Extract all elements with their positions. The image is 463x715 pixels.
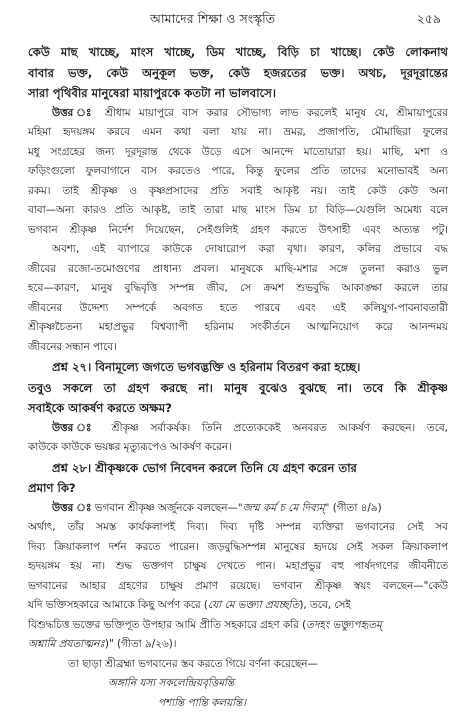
text-line: ফড়িংগুলো ফুলবাগানে বাস করতেও পারে, কিন্তু ফুলের প্রতি তাদের মনোভাবই অন্য	[28, 165, 448, 177]
verse-quote: "জন্ম কর্ম চ মে দিব্যম্"	[237, 501, 330, 514]
text-line	[28, 616, 448, 636]
text-line: জীবের রজো-তমোগুণের প্রাধান্য প্রবল। মানুষকে মাছি-মশার সঙ্গে তুলনা করাও ভুল	[28, 262, 448, 275]
text-line: তবুও সকলে তা গ্রহণ করছে না। মানুষ বুঝেও বুঝছে না। তবে কি শ্রীকৃষ্ণ	[28, 380, 448, 395]
text-line: তা ছাড়া শ্রীব্রহ্মা ভগবানের স্তব করতে গিয়ে বর্ণনা করেছেন—	[68, 657, 318, 670]
question-label: প্রশ্ন ২৮।	[52, 460, 92, 475]
text-line: রকম। তাই শ্রীকৃষ্ণ ও কৃষ্ণপ্রসাদের প্রতি সবাই আকৃষ্ট নয়। তাই কেউ কেউ অনা	[28, 184, 448, 197]
text-line: হবে—কারণ, মানুষ বুদ্ধিবৃত্তি সম্পন্ন জীব, সে ক্রমশ শুভবুদ্ধি আকাঙ্ক্ষা করলে তার	[28, 282, 448, 294]
text-line: সারা পৃথিবীর মানুষেরা মায়াপুরকে কতটা না ভালবাসে।	[28, 86, 277, 100]
running-head	[0, 10, 463, 30]
text-span: ), তবে, সেই	[299, 599, 351, 611]
verse-line: পশ্যন্তি পান্তি কলয়ন্তি।	[158, 696, 247, 709]
running-title: আমাদের শিক্ষা ও সংস্কৃতি	[150, 11, 276, 26]
question-line	[28, 458, 448, 479]
text-span: শ্রীধাম মায়াপুরে বাস করার সৌভাগ্য লাভ করলেই মানুষ যে, শ্রীমায়াপুরের	[105, 106, 448, 119]
verse-line: অঙ্গানি যস্য সকলেন্দ্রিয়বৃত্তিমন্তি	[108, 677, 235, 689]
text-line	[28, 635, 448, 655]
text-span: শ্রীকৃষ্ণকে ভোগ নিবেদন করলে তিনি যে গ্রহণ করেন তার	[95, 460, 357, 475]
text-line: অবশ্য, এই ব্যাপারে কাউকে দোষারোপ করা বৃথা। কারণ, কলির প্রভাবে বদ্ধ	[52, 243, 448, 255]
text-line: প্রমাণ কি?	[28, 481, 76, 495]
answer-label: উত্তর ঃ	[52, 106, 97, 119]
text-line: শ্রীকৃষ্ণচৈতন্য মহাপ্রভুর বিশ্বব্যাপী হরিনাম সংকীর্তনে আত্মনিয়োগ করে আনন্দময়	[28, 321, 448, 333]
answer-label: উত্তর ঃ	[52, 501, 92, 514]
answer-line	[28, 499, 448, 519]
verse-reference: (গীতা ৪/৯)	[332, 501, 382, 514]
page-number: ২৫৯	[416, 11, 441, 26]
text-line: অর্থাৎ, তাঁর সমস্ত কার্যকলাপই দিব্য। দিব্য দৃষ্টি সম্পন্ন ব্যক্তিরা ভগবানের সেই সব	[28, 521, 448, 533]
text-span: যদি ভক্তিসহকারে আমাকে কিছু অর্পণ করে (	[28, 599, 208, 611]
text-line	[28, 596, 448, 616]
text-line: বাবা—অন্য কারও প্রতি আকৃষ্ট, তাই তারা মাছ মাংস ডিম চা বিড়ি—যেগুলি অমেধ্য বলে	[28, 204, 448, 216]
text-line: মধু সংগ্রহের জন্য দূরদূরান্ত থেকে উড়ে এসে আনন্দে মাতোয়ারা হয়। মাছি, মশা ও	[28, 145, 448, 158]
question-line	[28, 357, 448, 378]
text-line: মহিমা হৃদয়ঙ্গম করবে এমন কথা বলা যায় না। ভ্রমর, প্রজাপতি, মৌমাছিরা ফুলের	[28, 126, 448, 138]
answer-line	[28, 104, 448, 124]
question-label: প্রশ্ন ২৭।	[52, 360, 92, 374]
body-text	[28, 42, 448, 713]
text-line: দিব্য ক্রিয়াকলাপ দর্শন করতে পারেন। জড়বুদ্ধিসম্পন্ন মানুষের হৃদয়ে সেই সকল ক্রিয়াকলাপ	[28, 540, 448, 553]
text-line: কেউ মাছ খাচ্ছে, মাংস খাচ্ছে, ডিম খাচ্ছে, বিড়ি চা খাচ্ছে। কেউ লোকনাথ	[28, 45, 448, 59]
answer-label: উত্তর ঃ	[52, 421, 100, 434]
text-line: বাবার ভক্ত, কেউ অনুকূল ভক্ত, কেউ হজরতের ভক্ত। অথচ, দূরদূরান্তের	[28, 65, 448, 80]
text-span: শ্রীকৃষ্ণ সর্বাকর্ষক। তিনি প্রত্যেককেই অনবরত আকর্ষণ করছেন। তবে,	[111, 421, 448, 434]
text-line: ভগবান শ্রীকৃষ্ণ নির্দেশ দিয়েছেন, সেইগুলিই গ্রহণ করতে উৎসাহী এবং অত্যন্ত পটু।	[28, 223, 448, 236]
text-line: জীবনের উদ্দেশ্য সম্পর্কে অবগত হতে পারবে এবং এই কলিযুগ-পাবনাবতারী	[28, 301, 448, 314]
text-line: সবাইকে আকর্ষণ করতে অক্ষম?	[28, 401, 172, 415]
text-line: কাউকে কাউকে ভয়ঙ্কর মৃত্যুরূপেও আকর্ষণ করেন।	[28, 441, 232, 453]
answer-line	[28, 419, 448, 439]
text-span: বিশুদ্ধচিত্ত ভক্তের ভক্তিপূত উপহার আমি প্রীতি সহকারে গ্রহণ করি (	[28, 618, 307, 631]
text-span: )" (গীতা ৯/২৬)।	[104, 638, 177, 650]
text-line: জীবনের সন্ধান পাবে।	[28, 340, 117, 353]
text-line: হৃদয়ঙ্গম হয় না। শুদ্ধ ভক্তগণ চাক্ষুষ দেখতে পান। মহাপ্রভুর বহু পার্ষদগণের জীবনীতে	[28, 560, 448, 572]
text-span: বিনামূল্যে জগতে ভগবদ্ভক্তি ও হরিনাম বিতরণ করা হচ্ছে।	[95, 360, 361, 374]
verse-quote: অশ্নামি প্রযতাত্মনঃ	[28, 638, 105, 650]
text-line: ভগবানের আহার গ্রহণের চাক্ষুষ প্রমাণ রয়েছে। ভগবান শ্রীকৃষ্ণ স্বয়ং বলছেন—"কেউ	[28, 579, 448, 592]
text-span: ভগবান শ্রীকৃষ্ণ অর্জুনকে বলছেন—	[94, 501, 238, 514]
verse-quote: তদহং ভক্ত্যুপহৃতম্	[306, 618, 382, 631]
verse-quote: যো মে ভক্ত্যা প্রযচ্ছতি	[207, 599, 300, 611]
